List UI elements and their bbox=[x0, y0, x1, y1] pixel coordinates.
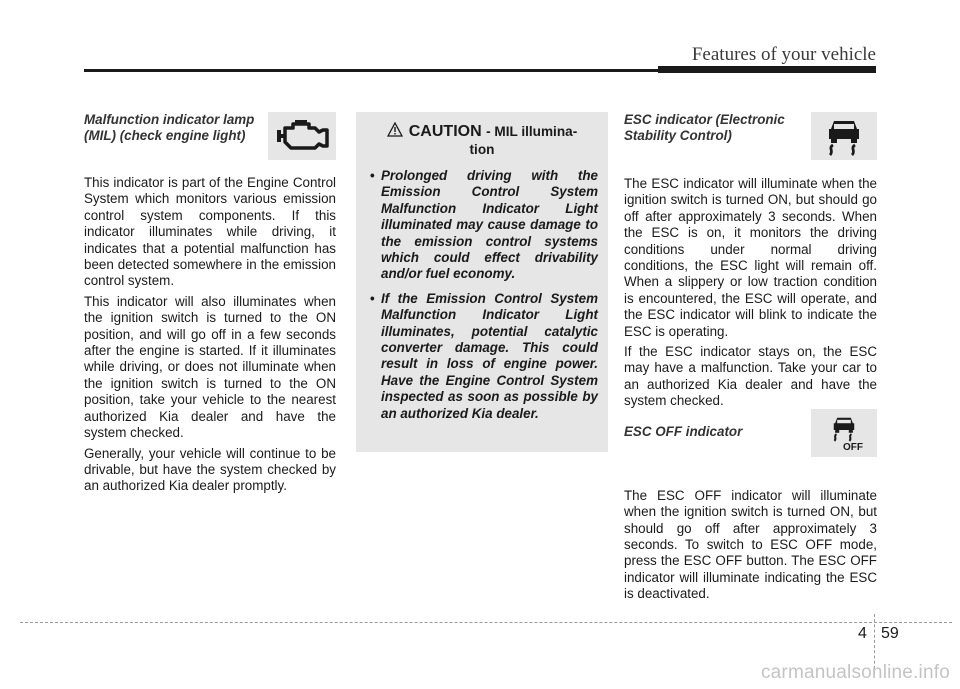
caution-subtitle-cont: tion bbox=[469, 142, 495, 157]
warning-triangle-icon bbox=[387, 122, 403, 141]
page-number: 59 bbox=[881, 625, 899, 642]
esc-off-body bbox=[624, 488, 877, 603]
caution-title bbox=[356, 122, 608, 158]
esc-heading: ESC indicator (Electronic Stability Control) bbox=[624, 112, 785, 143]
page-section-title: Features of your vehicle bbox=[691, 44, 876, 65]
esc-off-paragraph: The ESC OFF indicator will illuminate when the ignition switch is turned ON, but should go off after approximately 3 seconds. To switch to ESC OFF mode, press the ESC OFF button. The ESC OFF indicator will illuminate indicating the ESC is deactivated. bbox=[624, 487, 877, 602]
esc-paragraph: The ESC indicator will illuminate when the ignition switch is turned ON, but should go off after approximately 3 seconds. When the ESC is on, it monitors the driving conditions under normal driving conditions, the ESC light will remain off. When a slippery or low traction condition is encountered, the ESC will operate, and the ESC indicator will blink to indicate the ESC is operating. bbox=[624, 176, 877, 339]
esc-skid-car-icon bbox=[811, 112, 877, 160]
esc-paragraph: If the ESC indicator stays on, the ESC may have a malfunction. Take your car to an authorized Kia dealer and have the system checked. bbox=[624, 344, 877, 409]
caution-subtitle: - MIL illumina- bbox=[486, 124, 578, 139]
caution-bullet: • If the Emission Control System Malfunction Indicator Light illuminates, potential catalytic converter damage. This could result in loss of engine power. Have the Engine Control System inspected as soon as possible by an authorized Kia dealer. bbox=[370, 290, 598, 421]
esc-off-icon-label: OFF bbox=[843, 442, 863, 453]
chapter-number: 4 bbox=[858, 625, 867, 642]
mil-paragraph: This indicator will also illuminates when the ignition switch is turned to the ON position, and will go off in a few seconds after the engine is started. If it illuminates while driving, or does not illuminate when the ignition switch is turned to the ON position, take your vehicle to the nearest authorized Kia dealer and have the system checked. bbox=[84, 293, 336, 441]
esc-body bbox=[624, 176, 877, 410]
caution-label: CAUTION bbox=[408, 123, 482, 140]
esc-section bbox=[624, 112, 877, 607]
caution-bullet: • Prolonged driving with the Emission Control System Malfunction Indicator Light illuminated may cause damage to the emission control systems which could effect drivability and/or fuel economy. bbox=[370, 168, 598, 282]
esc-off-heading: ESC OFF indicator bbox=[624, 423, 743, 439]
mil-paragraph: Generally, your vehicle will continue to be drivable, but have the system checked by an authorized Kia dealer promptly. bbox=[84, 445, 336, 494]
caution-box bbox=[356, 112, 608, 452]
mil-paragraph: This indicator is part of the Engine Control System which monitors various emission control system components. If this indicator illuminates while driving, it indicates that a potential malfunction has been detected somewhere in the emission control system. bbox=[84, 175, 336, 289]
footer-rule bbox=[20, 622, 952, 623]
esc-off-icon bbox=[811, 409, 877, 457]
check-engine-icon bbox=[268, 112, 336, 160]
caution-list bbox=[356, 168, 608, 422]
mil-section bbox=[84, 112, 336, 499]
mil-body bbox=[84, 175, 336, 495]
watermark-link[interactable]: carmanualsonline.info bbox=[760, 662, 950, 683]
header-rule-accent bbox=[658, 66, 876, 73]
mil-heading: Malfunction indicator lamp (MIL) (check engine light) bbox=[84, 112, 255, 143]
